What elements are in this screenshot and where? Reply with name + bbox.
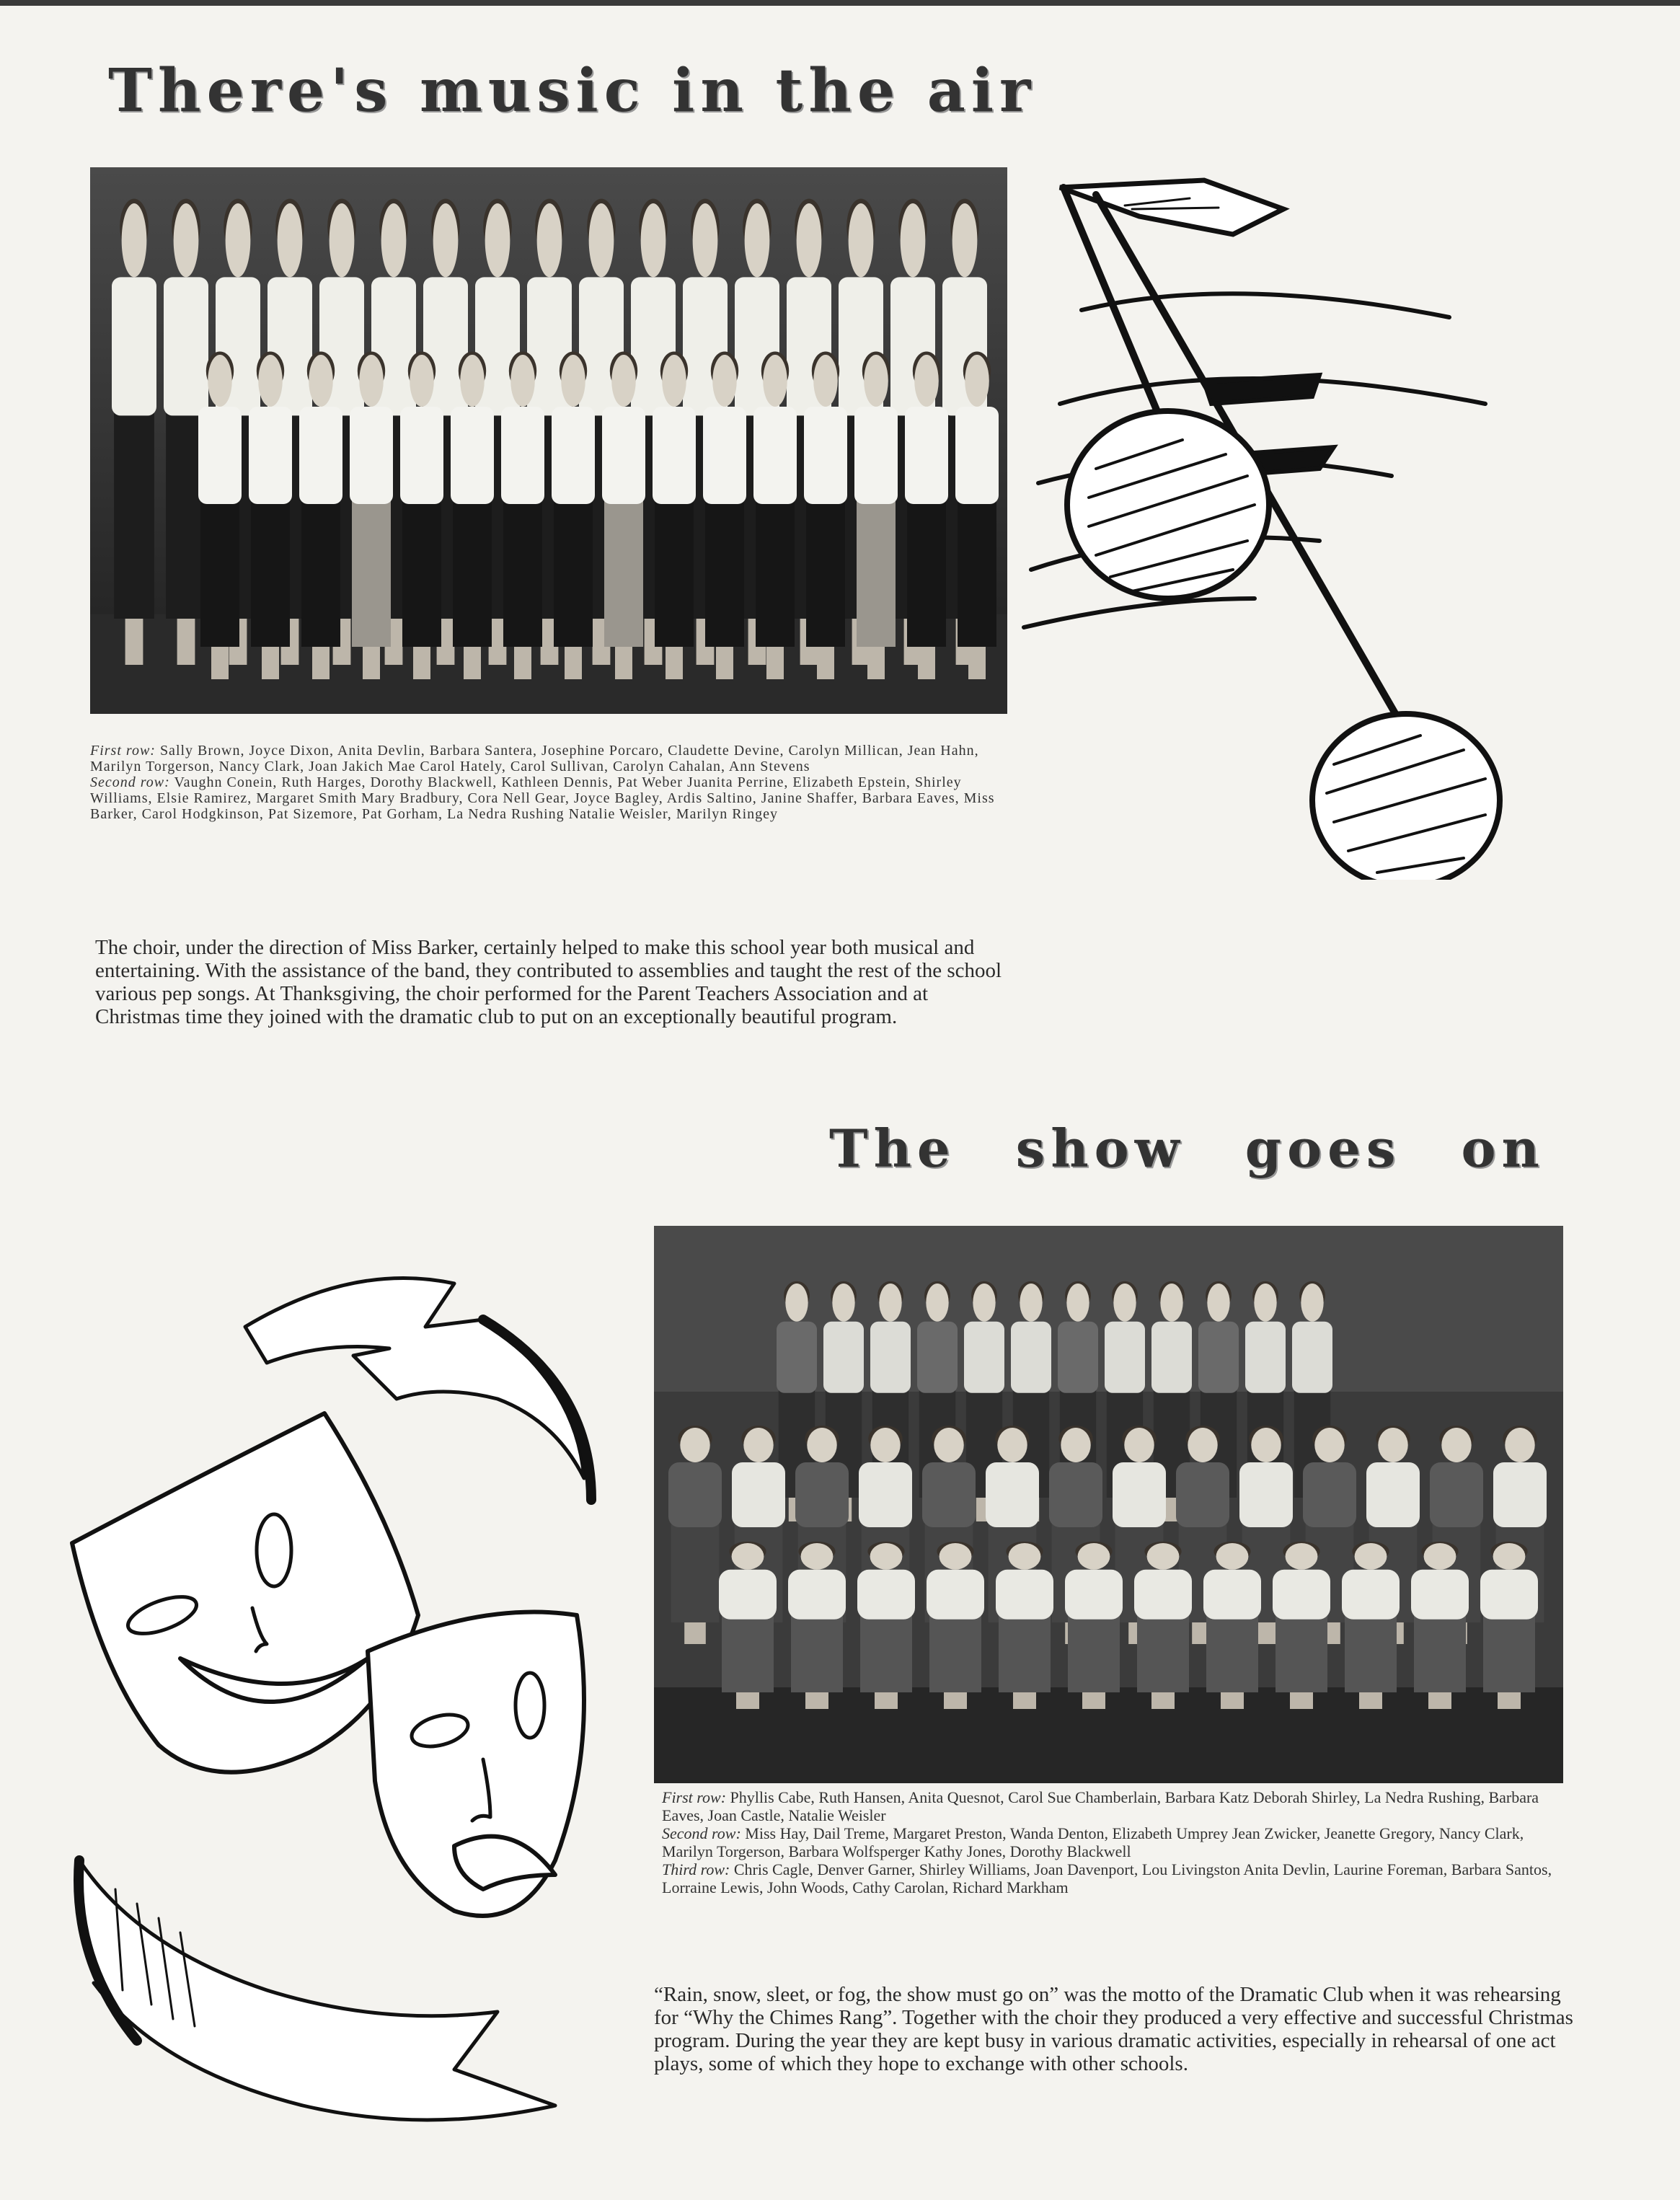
first-row-names: Sally Brown, Joyce Dixon, Anita Devlin, Barbara Santera, Josephine Porcaro, Claudette Devine, Carolyn Millican, Jean Hahn, Marilyn Torgerson, Nancy Clark, Joan Jakich Mae Carol Hately, Carol Sullivan, Carolyn Cahalan, Ann Stevens [90, 743, 979, 774]
choir-caption-second-row [90, 774, 1020, 822]
choir-caption [90, 743, 1020, 822]
first-row-label: First row: [662, 1788, 727, 1806]
drama-caption-second-row [662, 1824, 1572, 1860]
drama-heading: The show goes on [829, 1118, 1545, 1179]
choir-photo [90, 167, 1007, 714]
first-row-names: Phyllis Cabe, Ruth Hansen, Anita Quesnot, Carol Sue Chamberlain, Barbara Katz Deborah Shirley, La Nedra Rushing, Barbara Eaves, Joan Castle, Natalie Weisler [662, 1788, 1539, 1824]
second-row-names: Vaughn Conein, Ruth Harges, Dorothy Blackwell, Kathleen Dennis, Pat Weber Juanita Perrine, Elizabeth Epstein, Shirley Williams, Elsie Ramirez, Margaret Smith Mary Bradbury, Cora Nell Gear, Joyce Bagley, Ardis Saltino, Janine Shaffer, Barbara Eaves, Miss Barker, Carol Hodgkinson, Pat Sizemore, Pat Gorham, La Nedra Rushing Natalie Weisler, Marilyn Ringey [90, 774, 995, 822]
second-row-label: Second row: [90, 774, 170, 790]
choir-heading: There's music in the air [108, 56, 1037, 125]
top-border [0, 0, 1680, 6]
choir-caption-first-row [90, 743, 1020, 774]
third-row-names: Chris Cagle, Denver Garner, Shirley Williams, Joan Davenport, Lou Livingston Anita Devlin, Laurine Foreman, Barbara Santos, Lorraine Lewis, John Woods, Cathy Carolan, Richard Markham [662, 1860, 1552, 1896]
drama-caption-third-row [662, 1860, 1572, 1896]
first-row-label: First row: [90, 743, 156, 759]
theater-masks-icon [50, 1240, 642, 2134]
drama-paragraph: “Rain, snow, sleet, or fog, the show must go on” was the motto of the Dramatic Club when it was rehearsing for “Why the Chimes Rang”. Together with the choir they produced a very effective and successful Christmas program. During the year they are kept busy in various dramatic activities, especially in rehearsal of one act plays, some of which they hope to exchange with other schools. [654, 1983, 1573, 2075]
choir-paragraph: The choir, under the direction of Miss Barker, certainly helped to make this school year both musical and entertaining. With the assistance of the band, they contributed to assemblies and taught the rest of the school various pep songs. At Thanksgiving, the choir performed for the Parent Teachers Association and at Christmas time they joined with the dramatic club to put on an exceptionally beautiful program. [95, 936, 1002, 1028]
drama-caption-first-row [662, 1788, 1572, 1824]
second-row-label: Second row: [662, 1824, 741, 1842]
drama-caption [662, 1788, 1572, 1896]
second-row-names: Miss Hay, Dail Treme, Margaret Preston, Wanda Denton, Elizabeth Umprey Jean Zwicker, Jeanette Gregory, Nancy Clark, Marilyn Torgerson, Barbara Wolfsperger Kathy Jones, Dorothy Blackwell [662, 1824, 1524, 1860]
choir-photo-graphic [90, 167, 1007, 714]
drama-photo-graphic [654, 1226, 1563, 1783]
drama-club-photo [654, 1226, 1563, 1783]
music-notes-icon [1017, 166, 1536, 880]
third-row-label: Third row: [662, 1860, 730, 1878]
